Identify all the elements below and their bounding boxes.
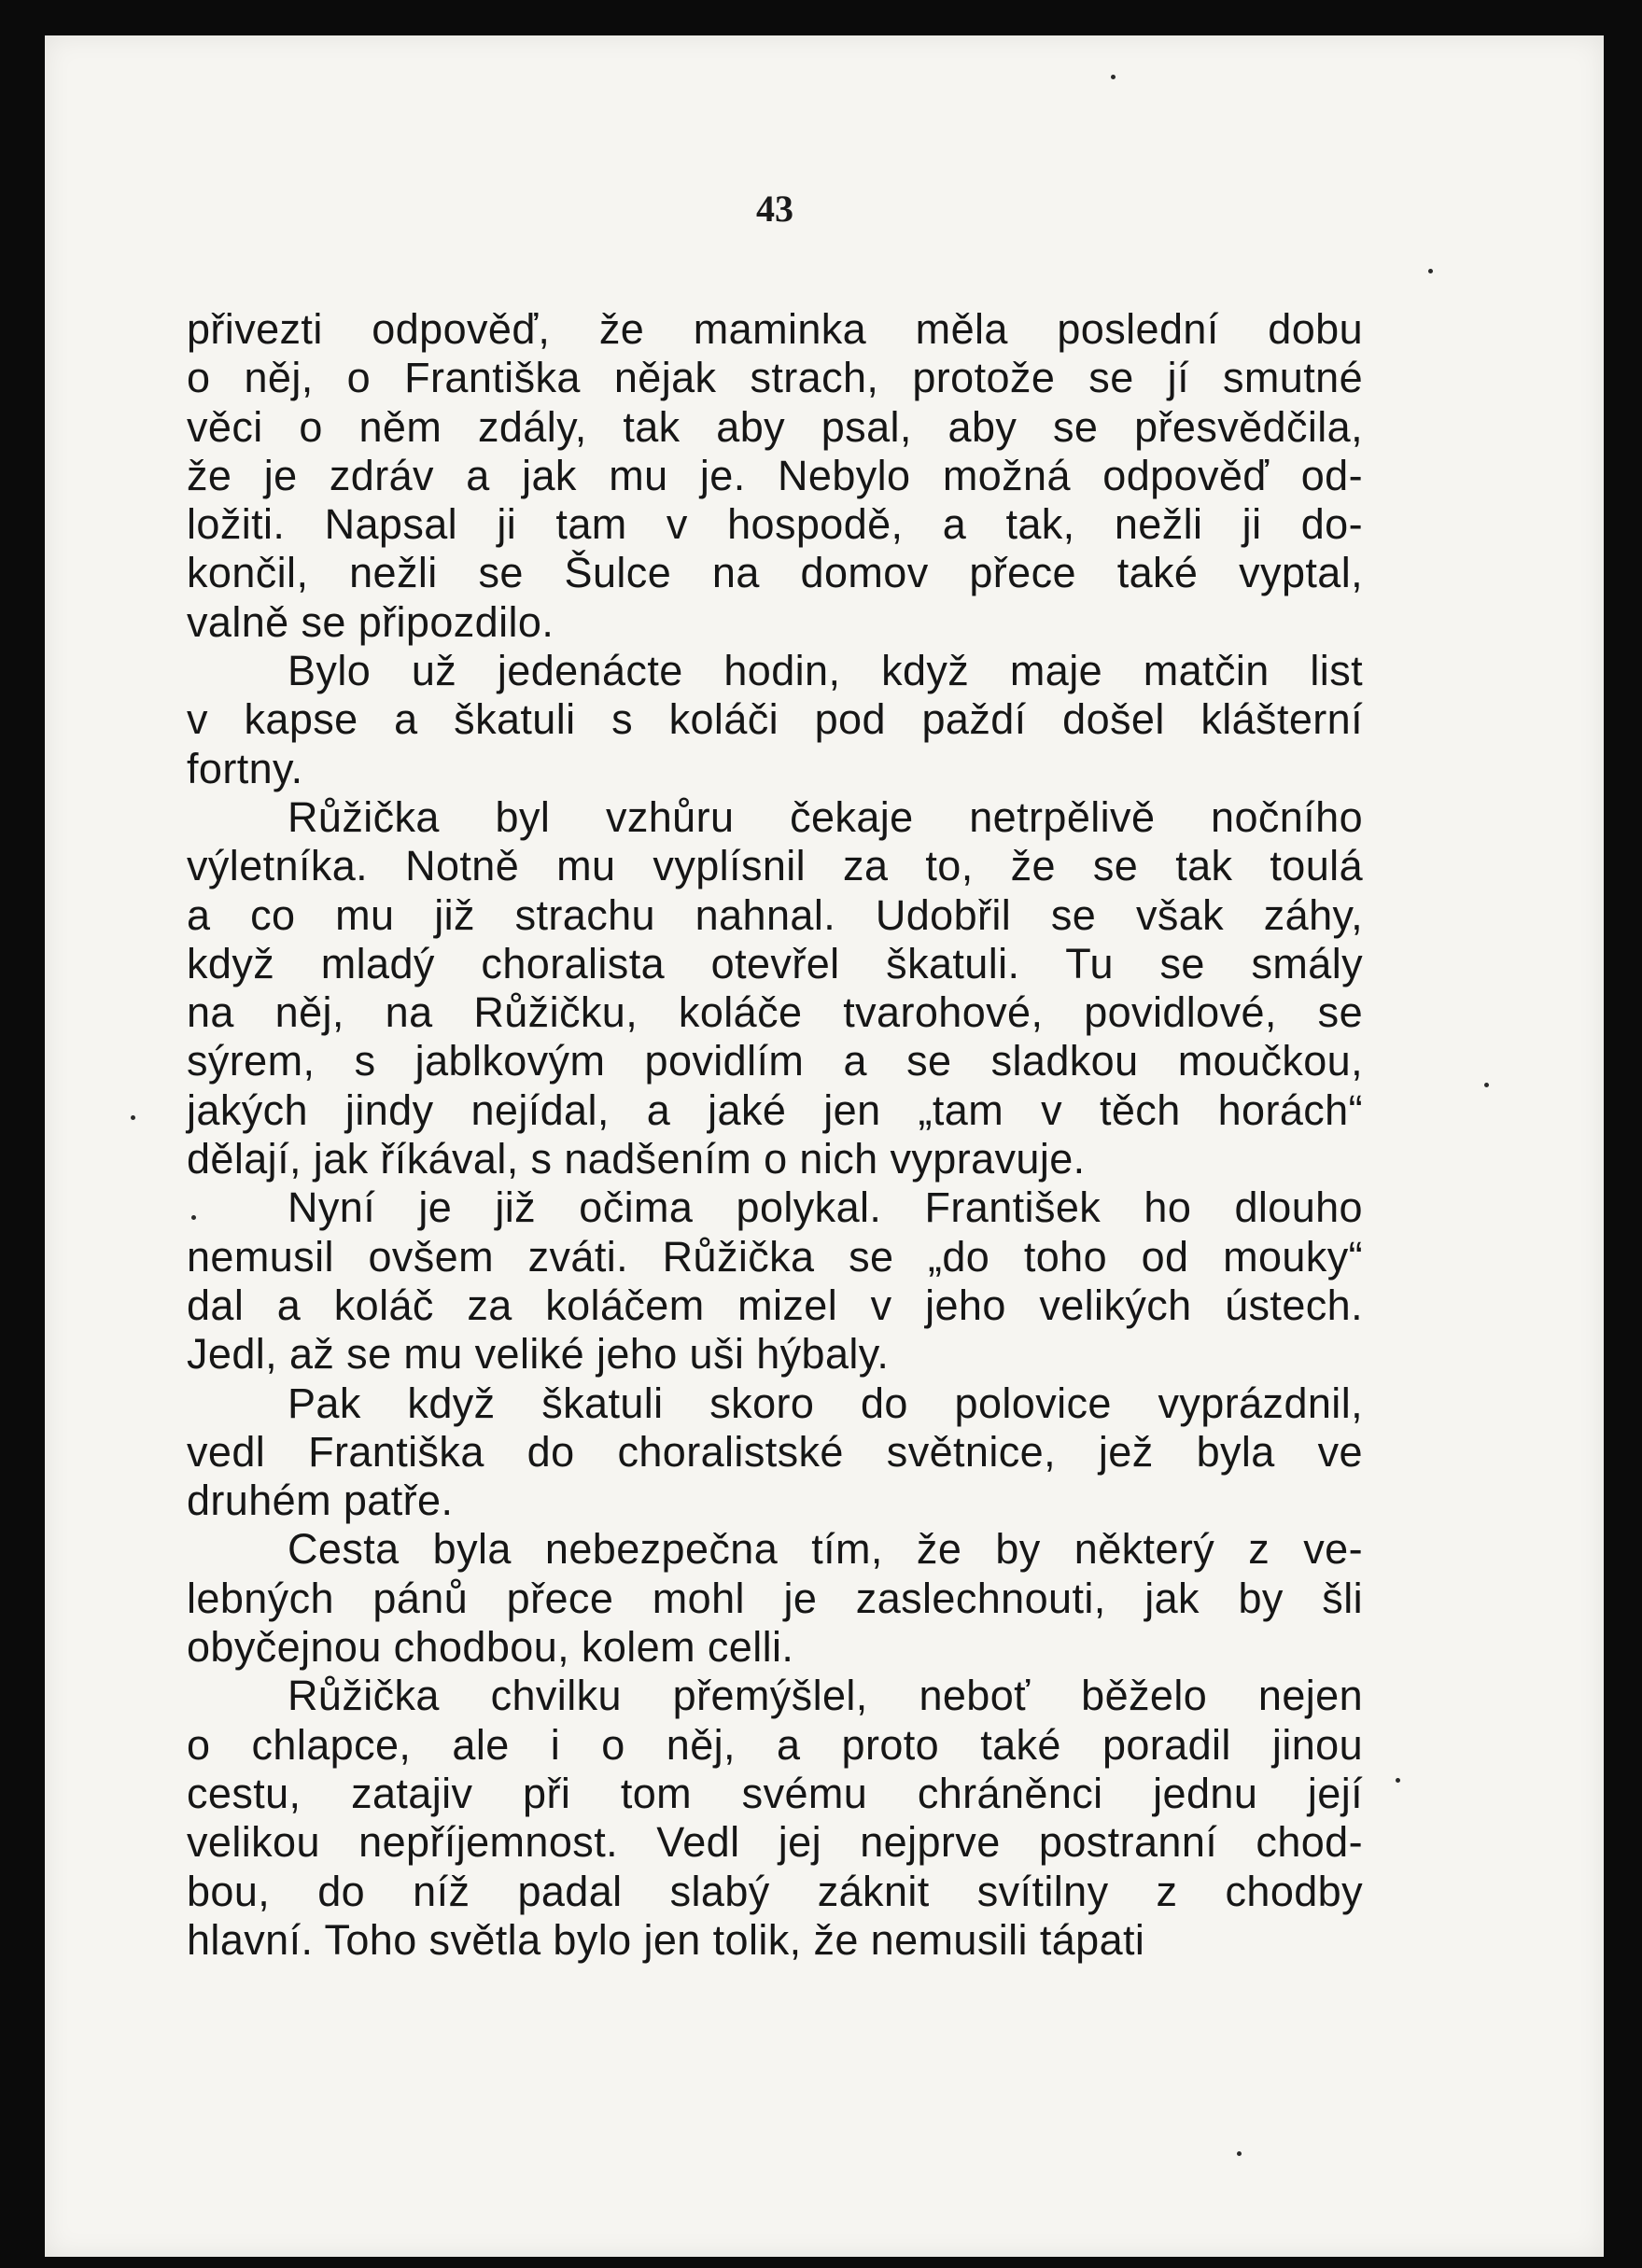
text-line: sýrem, s jablkovým povidlím a se sladkou moučkou, [187, 1037, 1363, 1085]
text-line: o něj, o Františka nějak strach, protože se jí smutné [187, 354, 1363, 402]
text-line: že je zdráv a jak mu je. Nebylo možná odpověď od- [187, 451, 1363, 499]
text-line: jakých jindy nejídal, a jaké jen „tam v těch horách“ [187, 1085, 1363, 1134]
binding-edge [17, 140, 47, 2240]
text-line: vedl Františka do choralistské světnice, jež byla ve [187, 1427, 1363, 1476]
text-line: když mladý choralista otevřel škatuli. Tu se smály [187, 939, 1363, 987]
text-line: dělají, jak říkával, s nadšením o nich vypravuje. [187, 1135, 1086, 1183]
page-number: 43 [756, 188, 793, 230]
text-line: valně se připozdilo. [187, 597, 554, 646]
dust-speck [131, 1115, 135, 1120]
text-line: Růžička byl vzhůru čekaje netrpělivě nočního [288, 792, 1363, 841]
body-text [187, 305, 1363, 1965]
text-line: na něj, na Růžičku, koláče tvarohové, povidlové, se [187, 988, 1363, 1037]
text-line: výletníka. Notně mu vyplísnil za to, že se tak toulá [187, 842, 1363, 890]
dust-speck [1111, 75, 1116, 79]
text-line: Cesta byla nebezpečna tím, že by některý z ve- [288, 1525, 1363, 1574]
text-line: obyčejnou chodbou, kolem celli. [187, 1623, 794, 1672]
text-line: velikou nepříjemnost. Vedl jej nejprve postranní chod- [187, 1818, 1363, 1867]
text-line: věci o něm zdály, tak aby psal, aby se přesvědčila, [187, 402, 1363, 451]
paragraph [187, 1183, 1363, 1379]
paragraph [187, 1525, 1363, 1672]
text-line: hlavní. Toho světla bylo jen tolik, že nemusili tápati [187, 1915, 1145, 1964]
paragraph [187, 1379, 1363, 1526]
text-line: Bylo už jedenácte hodin, když maje matčin list [288, 647, 1363, 695]
text-line: Růžička chvilku přemýšlel, neboť běželo nejen [288, 1672, 1363, 1720]
dust-speck [1237, 2151, 1242, 2156]
text-line: končil, nežli se Šulce na domov přece také vyptal, [187, 549, 1363, 597]
text-line: fortny. [187, 744, 303, 792]
paragraph [187, 1672, 1363, 1965]
text-line: ložiti. Napsal ji tam v hospodě, a tak, nežli ji do- [187, 500, 1363, 549]
text-line: nemusil ovšem zváti. Růžička se „do toho od mouky“ [187, 1232, 1363, 1281]
paragraph [187, 305, 1363, 647]
text-line: přivezti odpověď, že maminka měla poslední dobu [187, 305, 1363, 353]
text-line: lebných pánů přece mohl je zaslechnouti, jak by šli [187, 1574, 1363, 1622]
text-line: druhém patře. [187, 1477, 454, 1525]
dust-speck [1396, 1778, 1400, 1783]
dust-speck [1484, 1083, 1489, 1087]
text-line: cestu, zatajiv při tom svému chráněnci jednu její [187, 1769, 1363, 1817]
text-line: Nyní je již očima polykal. František ho dlouho [288, 1183, 1363, 1232]
dust-speck [1428, 269, 1433, 273]
text-line: a co mu již strachu nahnal. Udobřil se však záhy, [187, 890, 1363, 939]
text-line: Jedl, až se mu veliké jeho uši hýbaly. [187, 1330, 890, 1379]
dust-speck [191, 1215, 196, 1220]
text-line: o chlapce, ale i o něj, a proto také poradil jinou [187, 1720, 1363, 1769]
text-line: Pak když škatuli skoro do polovice vyprázdnil, [288, 1379, 1363, 1427]
paragraph [187, 793, 1363, 1183]
text-line: dal a koláč za koláčem mizel v jeho velikých ústech. [187, 1281, 1363, 1329]
text-line: bou, do níž padal slabý záknit svítilny z chodby [187, 1867, 1363, 1915]
text-line: v kapse a škatuli s koláči pod paždí došel klášterní [187, 695, 1363, 744]
paragraph [187, 647, 1363, 793]
